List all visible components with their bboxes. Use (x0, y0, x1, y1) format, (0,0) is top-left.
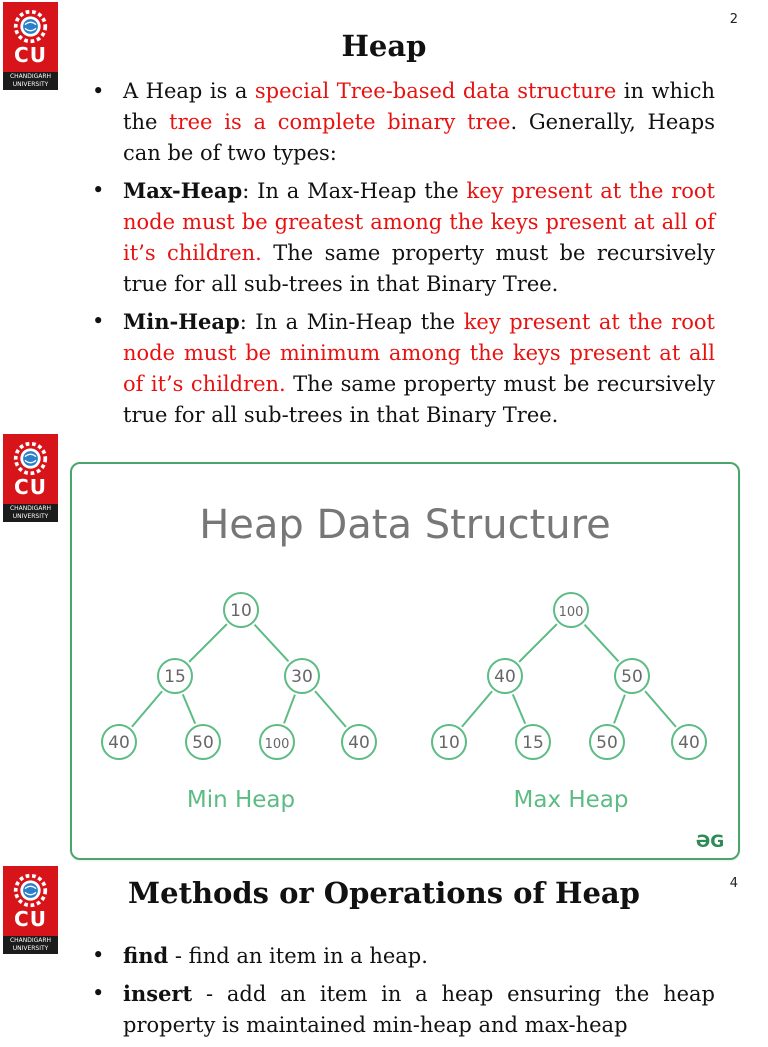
bullet-list (88, 76, 715, 437)
slide-title: Methods or Operations of Heap (128, 876, 640, 910)
min-heap-edge (315, 691, 346, 727)
slide-heap-intro (0, 0, 768, 432)
min-heap-node-key: 40 (348, 733, 370, 753)
logo-name: CHANDIGARH UNIVERSITY (3, 504, 58, 522)
max-heap-node-key: 40 (494, 667, 516, 687)
min-heap-edge (189, 624, 227, 662)
min-heap-node-key: 50 (192, 733, 214, 753)
page-number: 4 (729, 876, 738, 891)
max-heap-node-key: 15 (522, 733, 544, 753)
max-heap-label: Max Heap (513, 787, 629, 813)
logo-initials: CU (14, 475, 47, 499)
max-heap-edge (462, 691, 492, 726)
page-number: 2 (729, 12, 738, 27)
max-heap-node-key: 40 (678, 733, 700, 753)
max-heap-node-key: 50 (596, 733, 618, 753)
logo-initials: CU (14, 43, 47, 67)
min-heap-edge (255, 625, 289, 662)
heap-diagram (72, 464, 738, 858)
max-heap-node-key: 10 (438, 733, 460, 753)
max-heap-edge (519, 624, 557, 662)
bullet-heap-definition: • A Heap is a special Tree-based data structure in which the tree is a complete binary tree. Generally, Heaps can be of two types: (88, 76, 715, 169)
logo-name: CHANDIGARH UNIVERSITY (3, 72, 58, 90)
min-heap-node-key: 100 (264, 737, 290, 752)
max-heap-edge (585, 625, 619, 662)
max-heap-node-key: 50 (621, 667, 643, 687)
min-heap-edge (132, 691, 162, 726)
bullet-list (88, 940, 715, 1047)
heap-figure (70, 462, 740, 860)
min-heap-node-key: 30 (291, 667, 313, 687)
university-logo (3, 434, 58, 522)
max-heap-edge (513, 694, 525, 723)
max-heap-edge (645, 691, 676, 727)
min-heap-node-key: 15 (164, 667, 186, 687)
max-heap-edge (614, 695, 625, 724)
min-heap-node-key: 10 (230, 601, 252, 621)
gear-globe-icon (12, 440, 49, 477)
gfg-logo: ƏG (695, 832, 725, 852)
logo-name: CHANDIGARH UNIVERSITY (3, 936, 58, 954)
max-heap-node-key: 100 (558, 605, 584, 620)
bullet-insert: • insert - add an item in a heap ensuring the heap property is maintained min-heap and max-heap (88, 978, 715, 1041)
min-heap-edge (183, 694, 195, 723)
slide-heap-figure (0, 432, 768, 864)
figure-title: Heap Data Structure (199, 502, 611, 548)
bullet-min-heap: • Min-Heap: In a Min-Heap the key present at the root node must be minimum among the keys present at all of it’s children. The same property must be recursively true for all sub-trees in that Binary Tree. (88, 306, 715, 431)
min-heap-edge (284, 695, 295, 724)
min-heap-label: Min Heap (186, 787, 296, 813)
bullet-max-heap: • Max-Heap: In a Max-Heap the key present at the root node must be greatest among the keys present at all of it’s children. The same property must be recursively true for all sub-trees in that Binary Tree. (88, 175, 715, 300)
min-heap-node-key: 40 (108, 733, 130, 753)
slide-heap-operations (0, 864, 768, 1037)
bullet-find: • find - find an item in a heap. (88, 940, 715, 972)
slide-title: Heap (341, 29, 427, 63)
logo-initials: CU (14, 907, 47, 931)
